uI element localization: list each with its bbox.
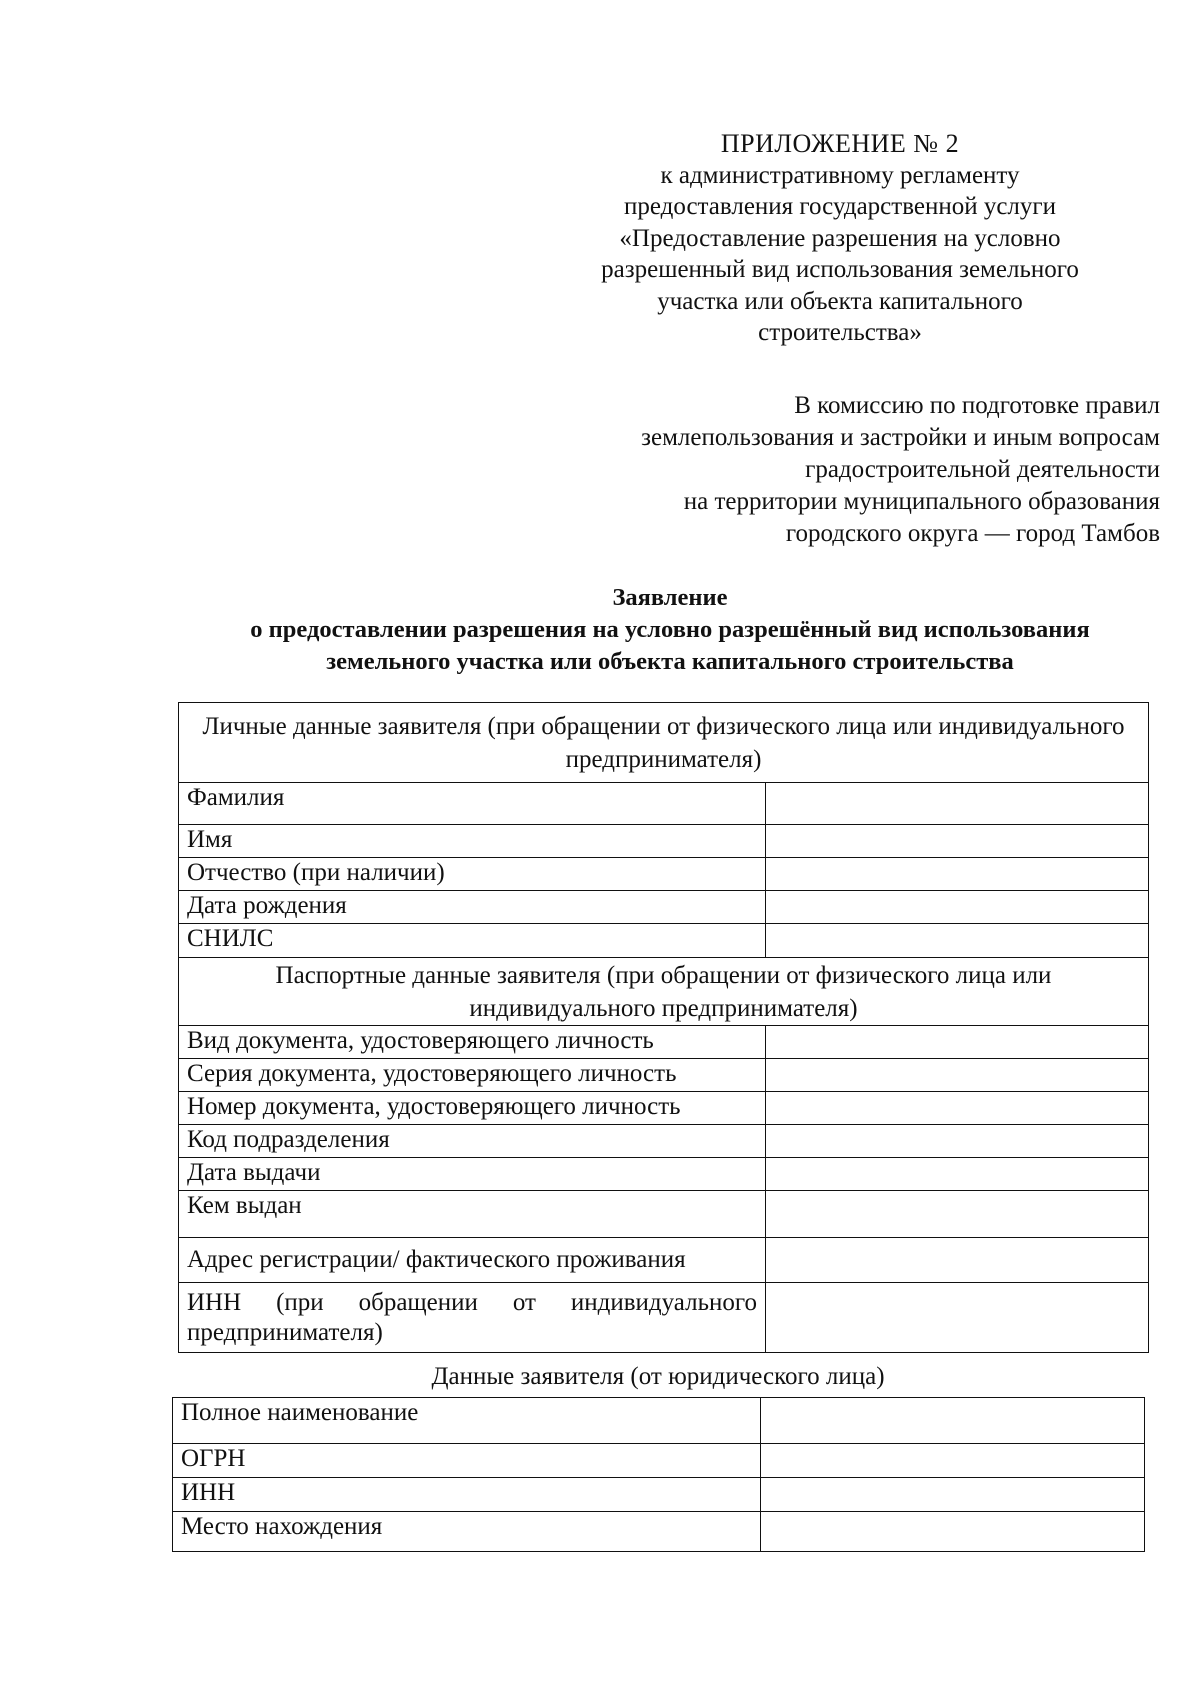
appendix-title: ПРИЛОЖЕНИЕ № 2 — [720, 129, 960, 158]
document-title — [150, 582, 1190, 678]
inn-individual-label: ИНН (при обращении от индивидуального предпринимателя) — [179, 1283, 766, 1353]
addressee-line: В комиссию по подготовке правил — [794, 392, 1160, 419]
table-row — [179, 783, 1149, 825]
id-document-type-label: Вид документа, удостоверяющего личность — [179, 1026, 766, 1059]
appendix-line: «Предоставление разрешения на условно — [619, 224, 1061, 252]
snils-label: СНИЛС — [179, 924, 766, 958]
addressee-line: градостроительной деятельности — [805, 456, 1160, 483]
legal-entity-table — [172, 1397, 1145, 1552]
residence-address-label: Адрес регистрации/ фактического проживания — [179, 1238, 766, 1283]
inn-legal-label: ИНН — [173, 1478, 761, 1512]
passport-data-header: Паспортные данные заявителя (при обращении от физического лица или индивидуального предпринимателя) — [179, 958, 1149, 1026]
legal-entity-caption: Данные заявителя (от юридического лица) — [431, 1363, 885, 1390]
birth-date-label: Дата рождения — [179, 891, 766, 924]
id-document-series-field[interactable] — [766, 1059, 1149, 1092]
table-row — [179, 825, 1149, 858]
appendix-line: участка или объекта капитального — [657, 287, 1023, 315]
table-row — [173, 1398, 1145, 1444]
personal-data-header: Личные данные заявителя (при обращении от физического лица или индивидуального предпринимателя) — [179, 703, 1149, 783]
table-row — [179, 891, 1149, 924]
snils-field[interactable] — [766, 924, 1149, 958]
addressee-block — [540, 390, 1160, 550]
first-name-label: Имя — [179, 825, 766, 858]
issue-date-label: Дата выдачи — [179, 1158, 766, 1191]
table-row — [179, 1158, 1149, 1191]
addressee-line: городского округа — город Тамбов — [785, 520, 1160, 547]
table-row — [173, 1444, 1145, 1478]
table-row — [179, 1026, 1149, 1059]
appendix-line: предоставления государственной услуги — [623, 193, 1057, 220]
document-title-line: земельного участка или объекта капитального строительства — [326, 648, 1014, 675]
issued-by-label: Кем выдан — [179, 1191, 766, 1238]
issued-by-field[interactable] — [766, 1191, 1149, 1238]
surname-field[interactable] — [766, 783, 1149, 825]
surname-label: Фамилия — [179, 783, 766, 825]
residence-address-field[interactable] — [766, 1238, 1149, 1283]
division-code-label: Код подразделения — [179, 1125, 766, 1158]
table-row — [179, 924, 1149, 958]
inn-legal-field[interactable] — [761, 1478, 1145, 1512]
ogrn-field[interactable] — [761, 1444, 1145, 1478]
table-row — [179, 1092, 1149, 1125]
table-row — [179, 1059, 1149, 1092]
table-row — [179, 1283, 1149, 1353]
table-row — [179, 1191, 1149, 1238]
addressee-line: на территории муниципального образования — [683, 488, 1160, 515]
document-title-line: Заявление — [612, 584, 728, 611]
full-name-label: Полное наименование — [173, 1398, 761, 1444]
applicant-personal-table — [178, 702, 1149, 1353]
inn-individual-field[interactable] — [766, 1283, 1149, 1353]
addressee-line: землепользования и застройки и иным вопросам — [641, 424, 1160, 451]
document-title-line: о предоставлении разрешения на условно разрешённый вид использования — [250, 616, 1090, 643]
patronymic-label: Отчество (при наличии) — [179, 858, 766, 891]
appendix-line: разрешенный вид использования земельного — [601, 256, 1079, 283]
table-row — [179, 858, 1149, 891]
id-document-type-field[interactable] — [766, 1026, 1149, 1059]
appendix-line: строительства» — [758, 319, 922, 346]
appendix-block — [560, 128, 1120, 349]
table-row — [179, 1125, 1149, 1158]
table-row — [179, 1238, 1149, 1283]
location-field[interactable] — [761, 1512, 1145, 1552]
first-name-field[interactable] — [766, 825, 1149, 858]
appendix-line: к административному регламенту — [660, 161, 1020, 189]
division-code-field[interactable] — [766, 1125, 1149, 1158]
ogrn-label: ОГРН — [173, 1444, 761, 1478]
issue-date-field[interactable] — [766, 1158, 1149, 1191]
id-document-series-label: Серия документа, удостоверяющего личность — [179, 1059, 766, 1092]
patronymic-field[interactable] — [766, 858, 1149, 891]
table-row — [173, 1512, 1145, 1552]
id-document-number-field[interactable] — [766, 1092, 1149, 1125]
id-document-number-label: Номер документа, удостоверяющего личность — [179, 1092, 766, 1125]
birth-date-field[interactable] — [766, 891, 1149, 924]
full-name-field[interactable] — [761, 1398, 1145, 1444]
table-row — [173, 1478, 1145, 1512]
location-label: Место нахождения — [173, 1512, 761, 1552]
